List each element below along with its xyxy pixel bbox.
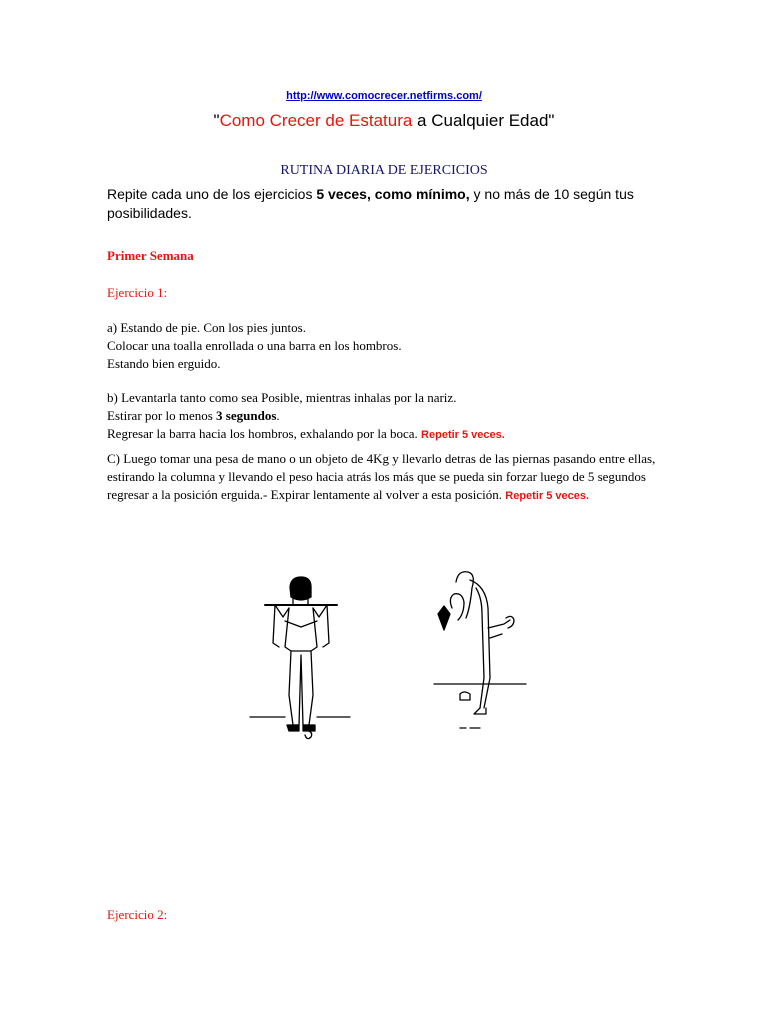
step-b-before: Estirar por lo menos (107, 408, 217, 423)
repeat-label: Repetir 5 veces. (421, 429, 505, 441)
document-title (0, 111, 768, 131)
step-a-line: Colocar una toalla enrollada o una barra en los hombros. (107, 338, 402, 353)
intro-before: Repite cada uno de los ejercicios (107, 186, 317, 202)
bending-figure-illustration (430, 568, 530, 748)
exercise1-step-a (107, 319, 402, 373)
week-label: Primer Semana (107, 248, 194, 263)
exercise1-step-c (107, 450, 667, 505)
section-title: RUTINA DIARIA DE EJERCICIOS (280, 163, 488, 178)
repeat-label: Repetir 5 veces. (505, 490, 590, 502)
step-b-line (107, 407, 505, 425)
intro-paragraph (107, 185, 667, 223)
site-link[interactable]: http://www.comocrecer.netfirms.com/ (286, 90, 482, 102)
site-url (0, 90, 768, 102)
exercise2-label: Ejercicio 2: (107, 907, 168, 922)
title-rest: a Cualquier Edad" (412, 111, 555, 130)
step-b-line: b) Levantarla tanto como sea Posible, mientras inhalas por la nariz. (107, 390, 457, 405)
step-c-text: C) Luego tomar una pesa de mano o un objeto de 4Kg y llevarlo detras de las piernas pasando entre ellas, estirando la columna y llevando el peso hacia atrás los más que se pueda sin forzar luego de 5 segundos regresar a la posición erguida.- Expirar lentamente al volver a esta posición. (107, 451, 656, 502)
intro-after: y no más de 10 según tus posibilidades. (107, 186, 634, 221)
title-highlight: Como Crecer de Estatura (219, 111, 413, 130)
exercise1-step-b (107, 389, 505, 444)
step-b-bold: 3 segundos (216, 408, 277, 423)
intro-bold: 5 veces, como mínimo, (316, 186, 470, 202)
step-a-line: Estando bien erguido. (107, 356, 221, 371)
step-b-line (107, 425, 505, 444)
step-b-text: Regresar la barra hacia los hombros, exhalando por la boca. (107, 426, 422, 441)
standing-figure-illustration (245, 575, 355, 745)
step-a-line: a) Estando de pie. Con los pies juntos. (107, 320, 306, 335)
exercise1-label: Ejercicio 1: (107, 285, 168, 300)
title-open-quote: " (213, 111, 220, 130)
step-b-after: . (276, 408, 280, 423)
